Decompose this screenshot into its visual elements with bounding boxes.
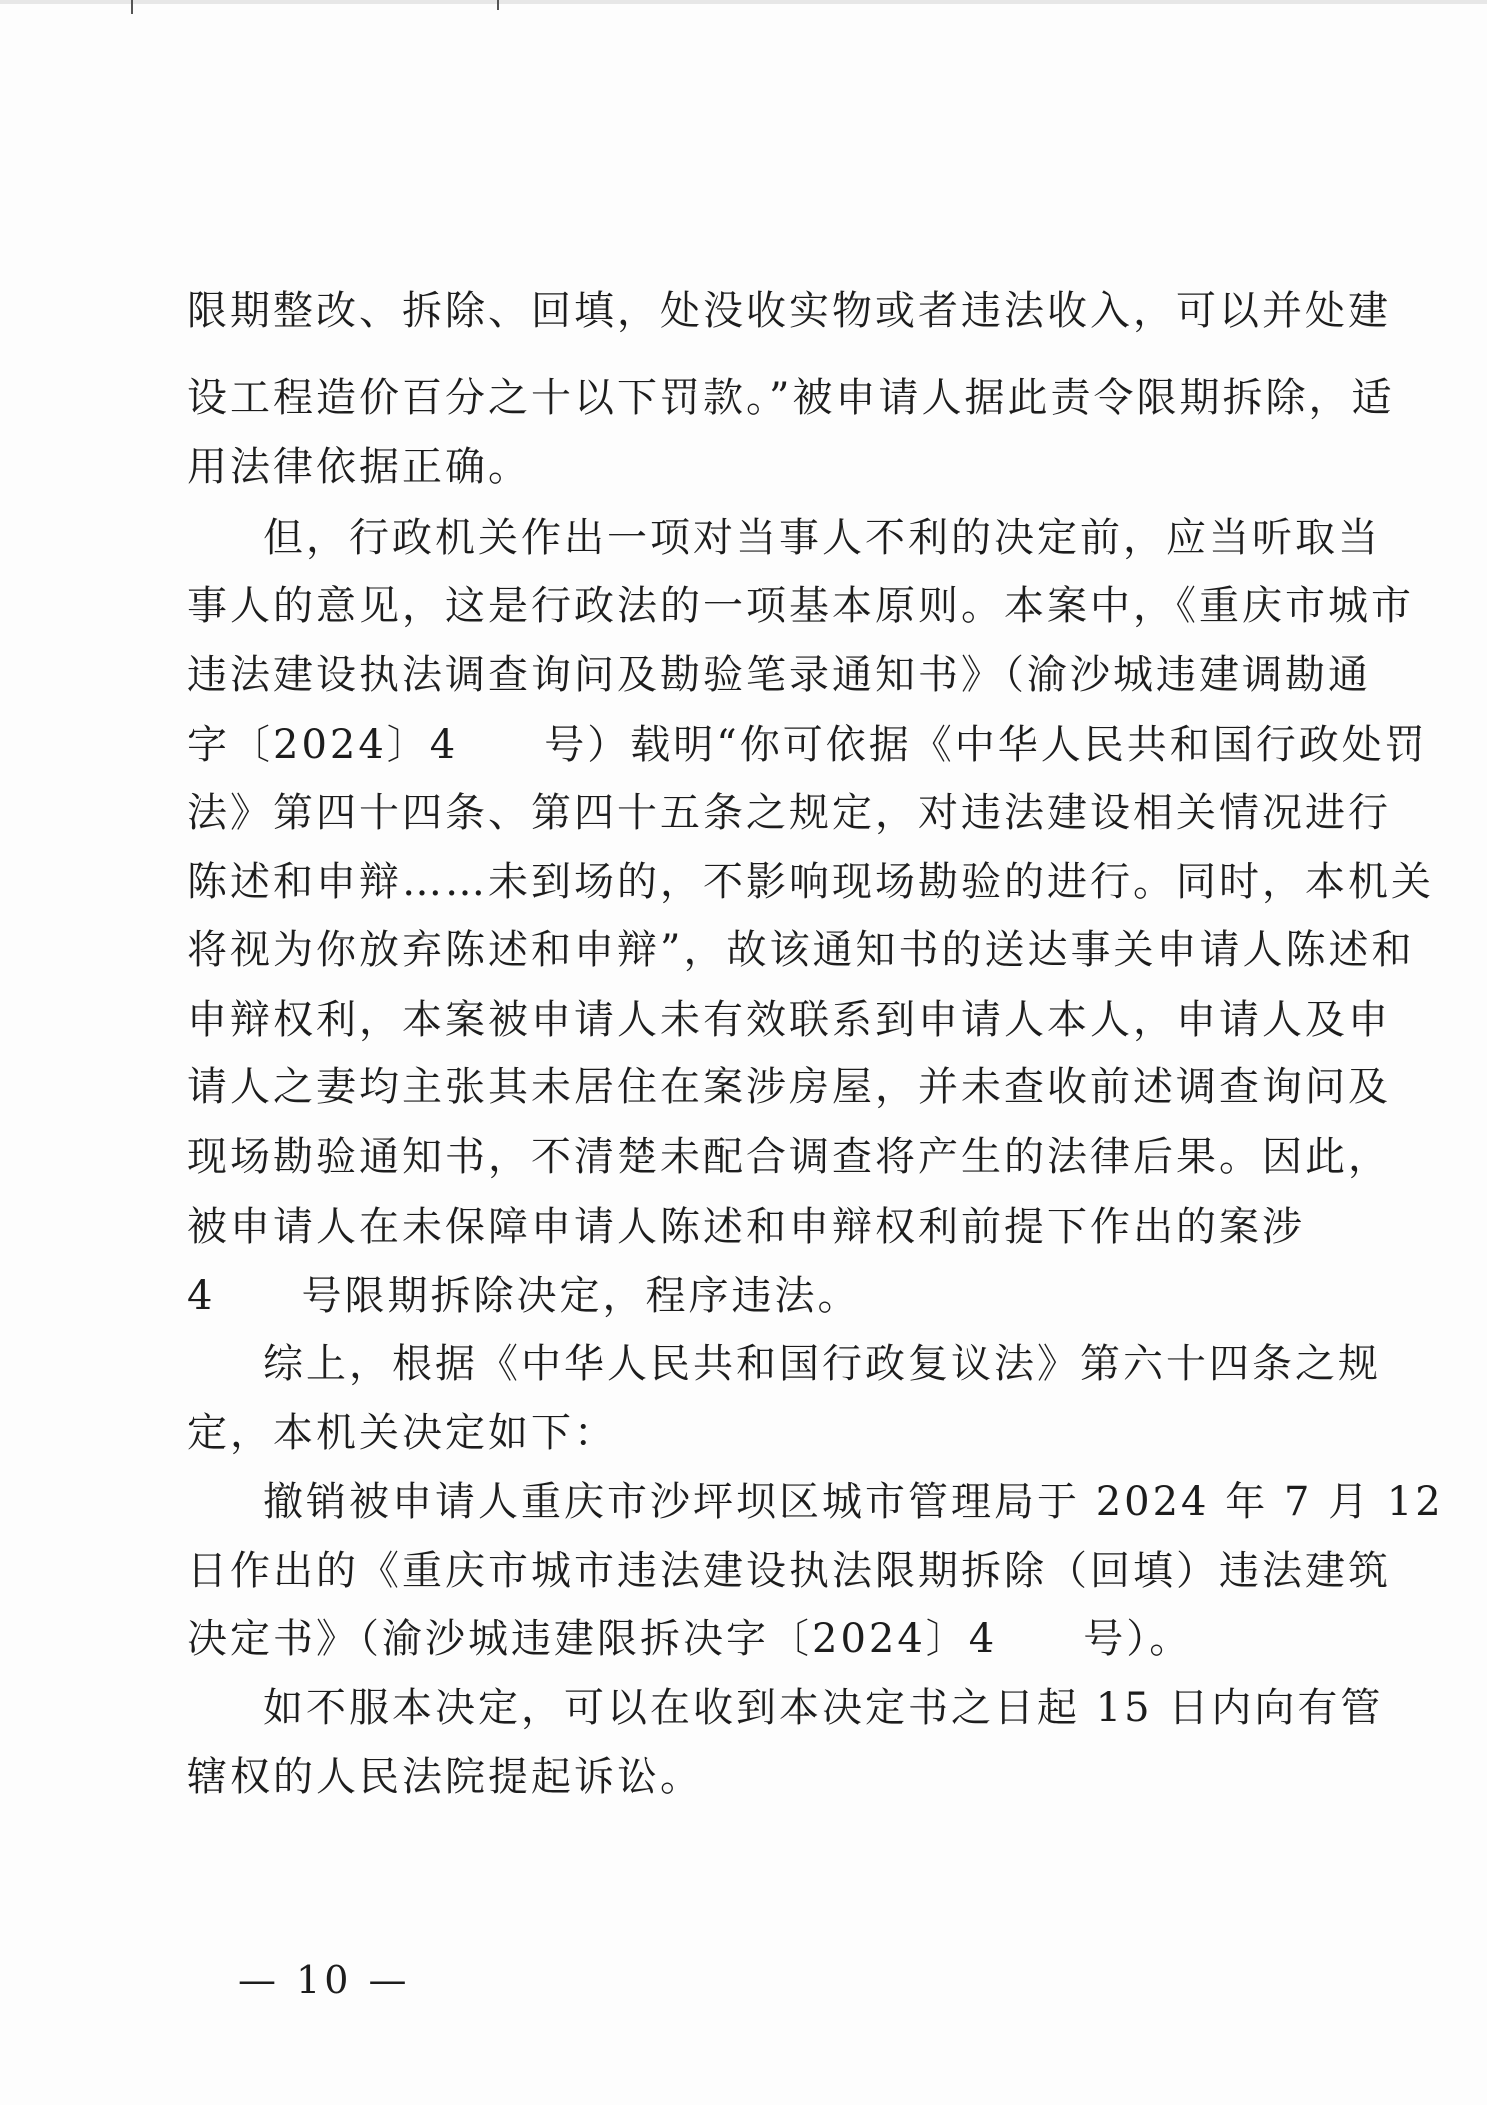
text-line: 定，本机关决定如下： <box>187 1410 617 1456</box>
text-line: 设工程造价百分之十以下罚款。”被申请人据此责令限期拆除，适 <box>187 375 1395 421</box>
text-line: 限期整改、拆除、回填，处没收实物或者违法收入，可以并处建 <box>187 288 1391 334</box>
text-line: 申辩权利，本案被申请人未有效联系到申请人本人，申请人及申 <box>187 997 1391 1043</box>
text-line: 法》第四十四条、第四十五条之规定，对违法建设相关情况进行 <box>187 790 1391 836</box>
text-line: 请人之妻均主张其未居住在案涉房屋，并未查收前述调查询问及 <box>187 1064 1391 1110</box>
page-number: — 10 — <box>238 1958 411 2002</box>
scan-mark <box>131 0 133 14</box>
text-line: 字〔2024〕4 号）载明“你可依据《中华人民共和国行政处罚 <box>187 722 1428 768</box>
text-line: 4 号限期拆除决定，程序违法。 <box>187 1273 861 1319</box>
scan-mark <box>497 0 499 10</box>
text-line: 陈述和申辩……未到场的，不影响现场勘验的进行。同时，本机关 <box>187 859 1434 905</box>
text-line: 现场勘验通知书，不清楚未配合调查将产生的法律后果。因此， <box>187 1134 1391 1180</box>
text-line: 撤销被申请人重庆市沙坪坝区城市管理局于 2024 年 7 月 12 <box>263 1479 1444 1525</box>
text-line: 如不服本决定，可以在收到本决定书之日起 15 日内向有管 <box>263 1685 1384 1731</box>
text-line: 将视为你放弃陈述和申辩”，故该通知书的送达事关申请人陈述和 <box>187 927 1415 973</box>
text-line: 违法建设执法调查询问及勘验笔录通知书》（渝沙城违建调勘通 <box>187 652 1371 698</box>
text-line: 被申请人在未保障申请人陈述和申辩权利前提下作出的案涉 <box>187 1204 1305 1250</box>
text-line: 决定书》（渝沙城违建限拆决字〔2024〕4 号）。 <box>187 1616 1193 1662</box>
scan-top-edge <box>0 0 1487 4</box>
text-line: 日作出的《重庆市城市违法建设执法限期拆除（回填）违法建筑 <box>187 1548 1391 1594</box>
text-line: 事人的意见，这是行政法的一项基本原则。本案中，《重庆市城市 <box>187 583 1414 629</box>
text-line: 但，行政机关作出一项对当事人不利的决定前，应当听取当 <box>263 515 1381 561</box>
text-line: 综上，根据《中华人民共和国行政复议法》第六十四条之规 <box>263 1341 1381 1387</box>
text-line: 用法律依据正确。 <box>187 444 531 490</box>
text-line: 辖权的人民法院提起诉讼。 <box>187 1754 703 1800</box>
